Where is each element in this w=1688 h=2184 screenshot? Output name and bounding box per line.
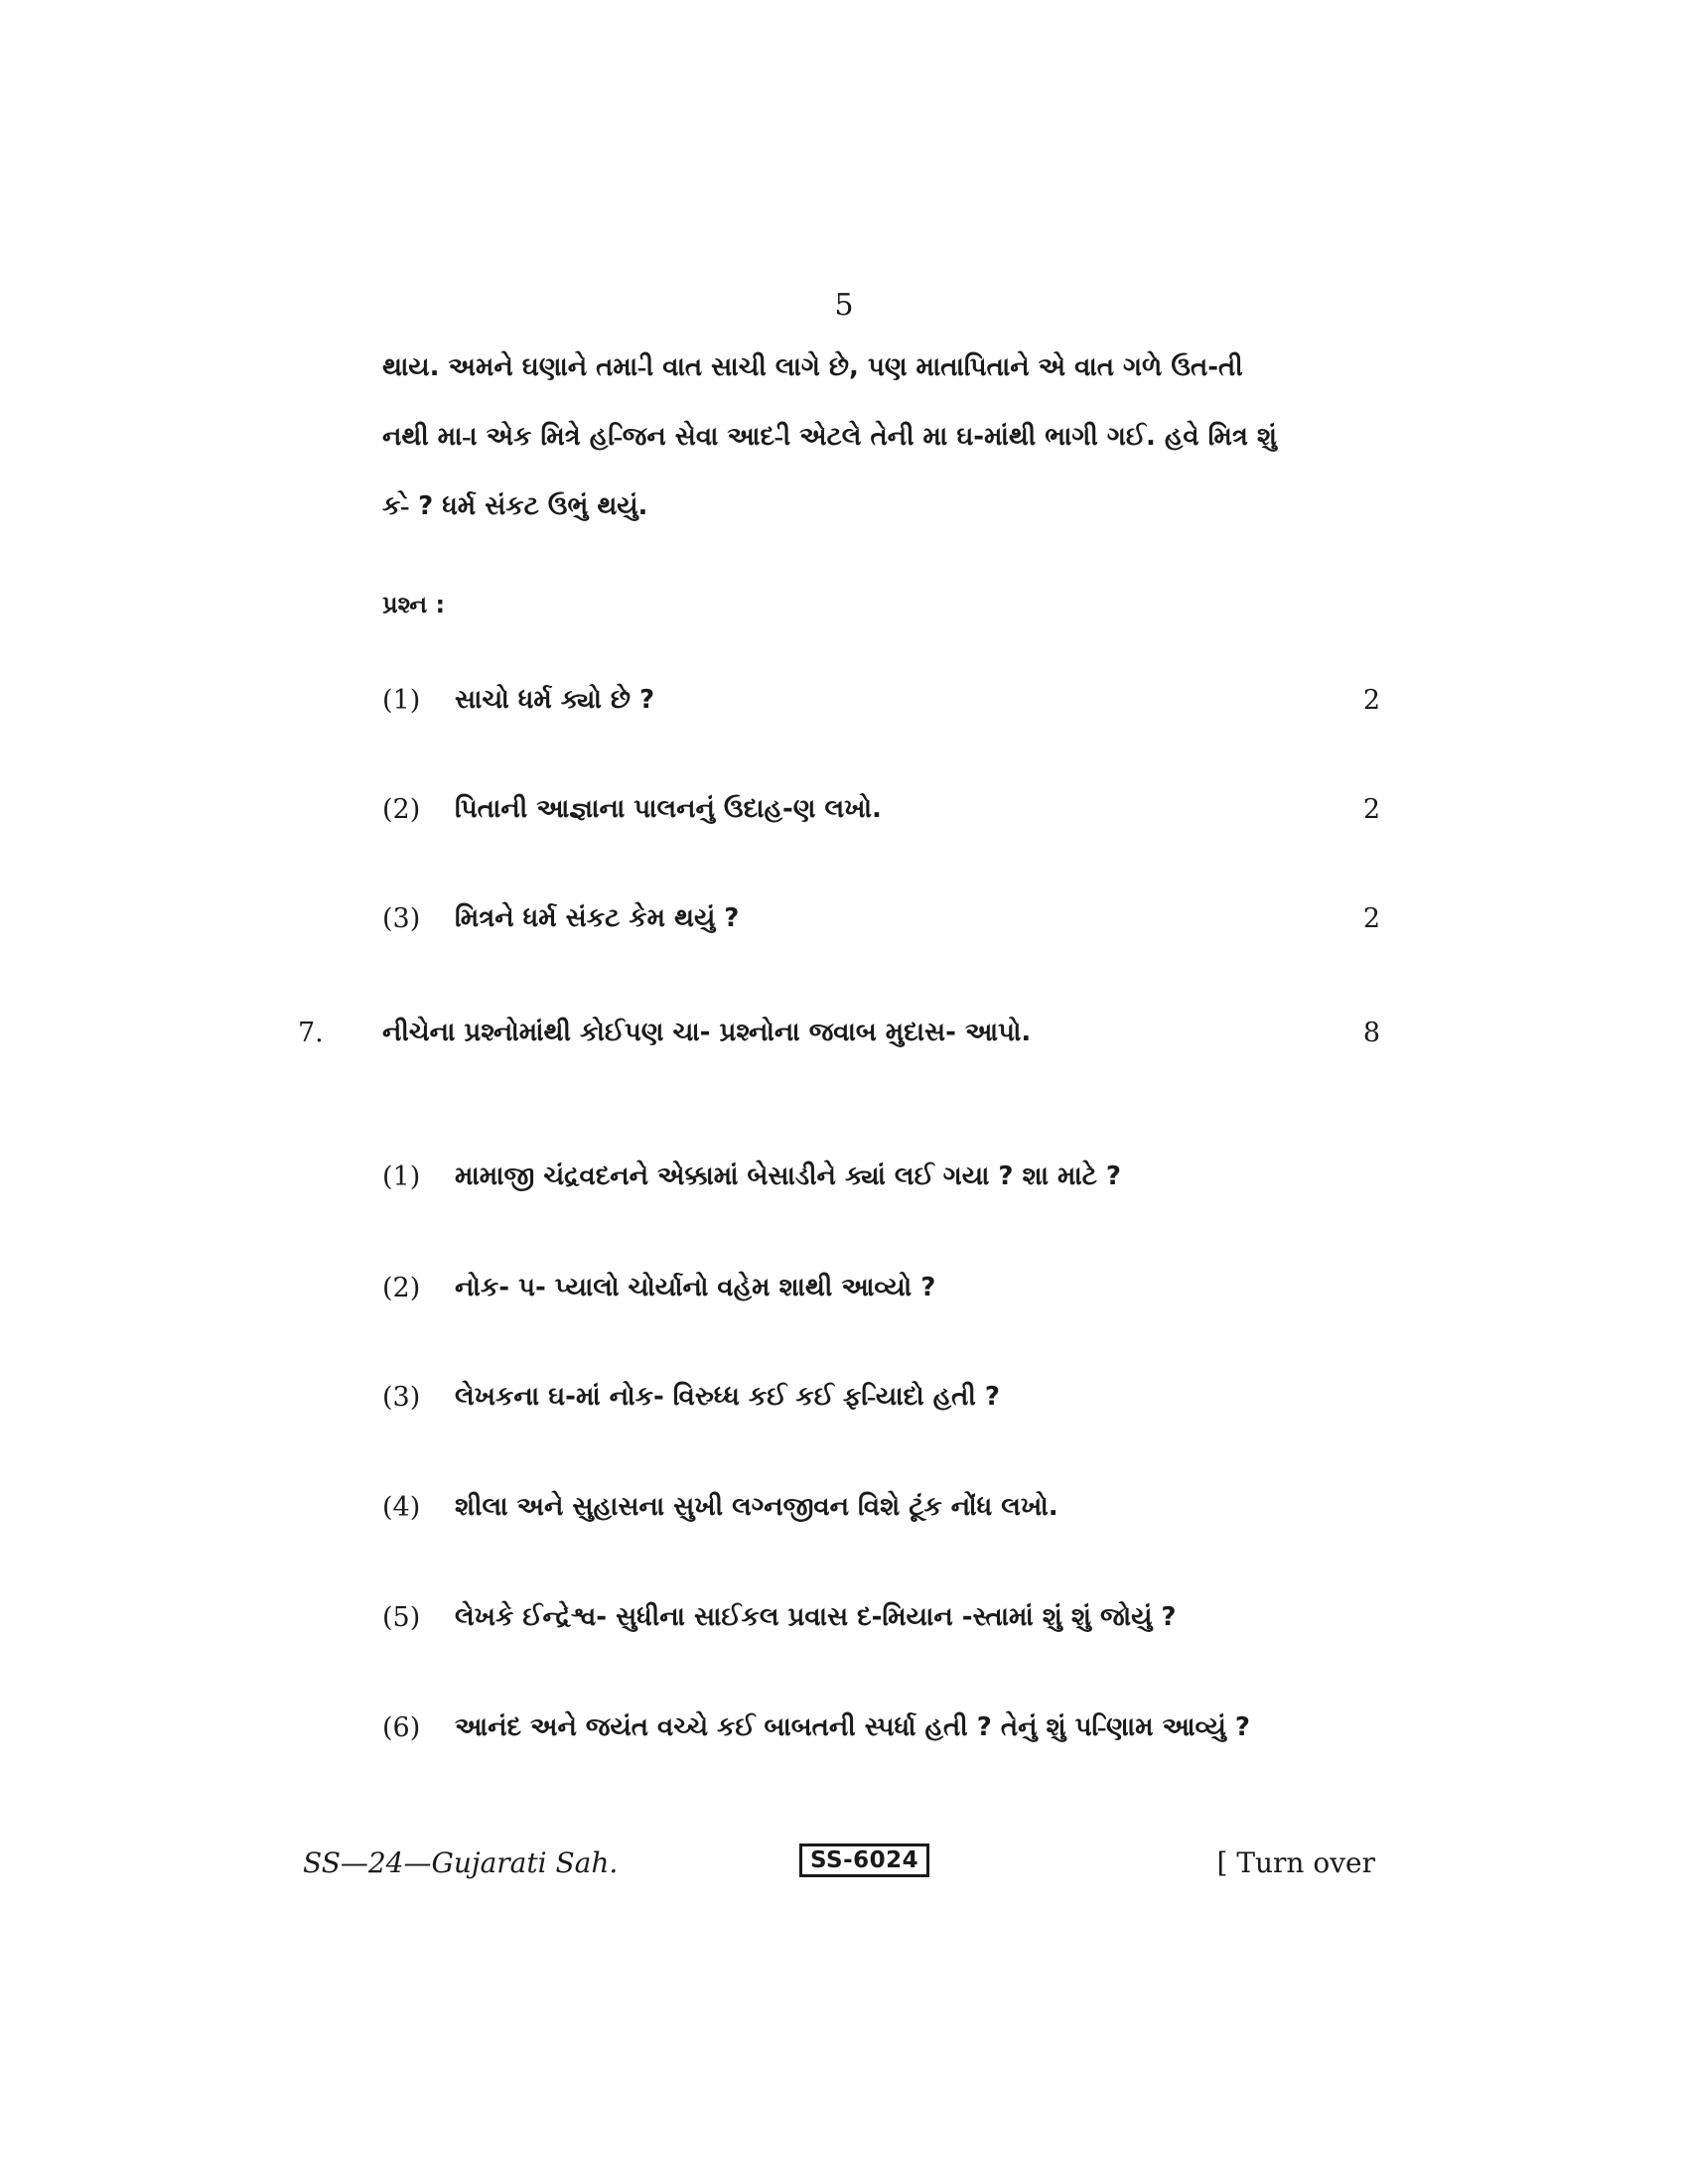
questions-label: પ્રશ્ન : <box>382 591 446 618</box>
subquestion-row <box>298 1492 1380 1542</box>
subquestion-text: મામાજી ચંદ્રવદનને એક્કામાં બેસાડીને ક્યાં લઈ ગયા ? શા માટે ? <box>455 1161 1121 1191</box>
question-marks: 8 <box>1362 1018 1380 1048</box>
subquestion-marks: 2 <box>1362 794 1380 825</box>
subquestion-number: (1) <box>382 1161 421 1192</box>
subquestion-marks: 2 <box>1362 903 1380 934</box>
subquestion-text: લેખકના ઘ-માં નોક- વિરુધ્ધ કઈ કઈ ફ-િયાદો હતી ? <box>455 1382 1000 1412</box>
subquestion-text: પિતાની આજ્ઞાના પાલનનું ઉદાહ-ણ લખો. <box>455 794 882 824</box>
subquestion-row <box>298 1382 1380 1432</box>
subquestion-number: (3) <box>382 903 421 934</box>
subquestion-row <box>298 1602 1380 1652</box>
subquestion-text: શીલા અને સુહાસના સુખી લગ્નજીવન વિશે ટૂંક નોંધ લખો. <box>455 1492 1058 1522</box>
subquestion-number: (2) <box>382 794 421 825</box>
subquestion-row <box>298 903 1380 953</box>
subquestion-text: લેખકે ઈન્દ્રેશ્વ- સુધીના સાઈકલ પ્રવાસ દ-મિયાન -સ્તામાં શું શું જોયું ? <box>455 1602 1177 1632</box>
subquestion-row <box>298 1161 1380 1211</box>
subquestion-row <box>298 685 1380 735</box>
subquestion-number: (6) <box>382 1712 421 1743</box>
footer-paper-code: SS—24—Gujarati Sah. <box>303 1846 619 1879</box>
subquestion-number: (1) <box>382 685 421 716</box>
subquestion-text: આનંદ અને જયંત વચ્ચે કઈ બાબતની સ્પર્ધા હતી ? તેનું શું પ-િણામ આવ્યું ? <box>455 1712 1250 1742</box>
subquestion-number: (4) <box>382 1492 421 1523</box>
page-number: 5 <box>834 288 854 323</box>
question-number: 7. <box>298 1018 324 1048</box>
footer-turn-over: [ Turn over <box>1216 1846 1375 1879</box>
subquestion-text: નોક- પ- પ્યાલો ચોર્યાનો વહેમ શાથી આવ્યો ? <box>455 1273 936 1302</box>
passage-line: નથી મા-ા એક મિત્રે હ-િજન સેવા આદ-ી એટલે તેની મા ઘ-માંથી ભાગી ગઈ. હવે મિત્ર શું <box>382 422 1277 452</box>
subquestion-row <box>298 1273 1380 1322</box>
question-7-row <box>298 1018 1380 1067</box>
passage-line: ક-ે ? ધર્મ સંકટ ઉભું થયું. <box>382 491 648 521</box>
passage-text <box>382 333 1375 541</box>
subquestion-text: સાચો ધર્મ ક્યો છે ? <box>455 685 655 715</box>
subquestion-number: (3) <box>382 1382 421 1413</box>
subquestion-number: (2) <box>382 1273 421 1303</box>
footer-boxed-code: SS-6024 <box>799 1843 929 1877</box>
subquestion-marks: 2 <box>1362 685 1380 716</box>
subquestion-row <box>298 1712 1380 1762</box>
subquestion-number: (5) <box>382 1602 421 1633</box>
passage-line: થાય. અમને ઘણાને તમા-ી વાત સાચી લાગે છે, પણ માતાપિતાને એ વાત ગળે ઉત-તી <box>382 352 1243 382</box>
question-text: નીચેના પ્રશ્નોમાંથી કોઈપણ ચા- પ્રશ્નોના જવાબ મુદાસ- આપો. <box>382 1018 1032 1047</box>
subquestion-row <box>298 794 1380 844</box>
subquestion-text: મિત્રને ધર્મ સંકટ કેમ થયું ? <box>455 903 740 933</box>
